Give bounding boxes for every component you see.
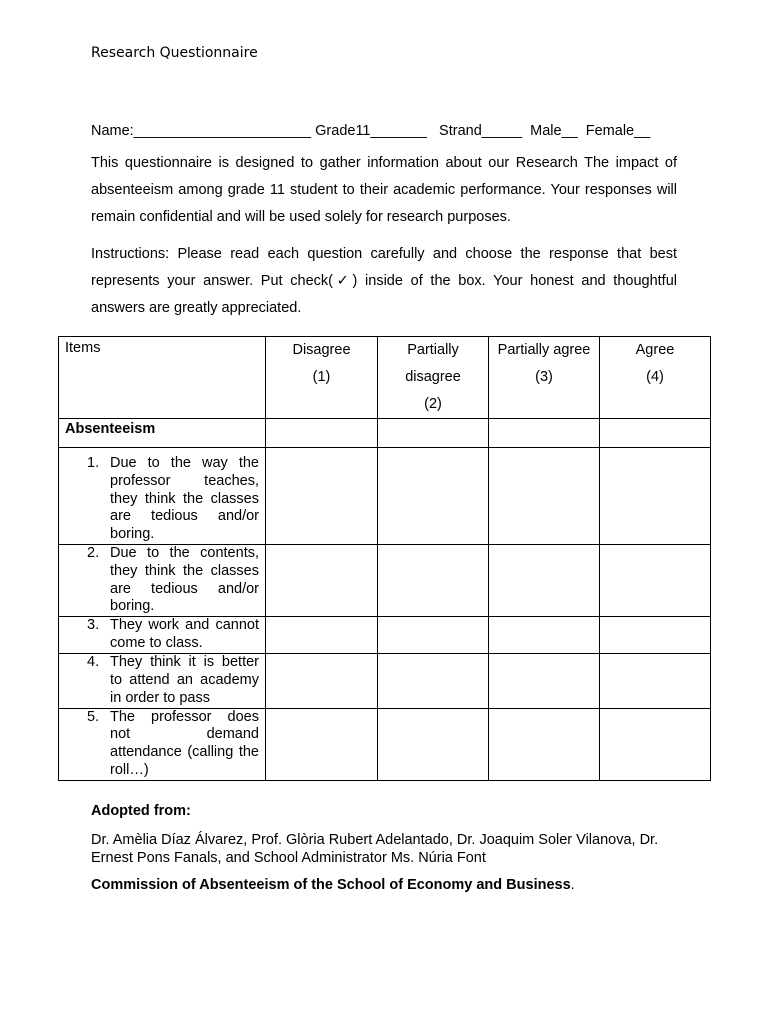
- header-items: Items: [59, 337, 266, 419]
- answer-box[interactable]: [600, 544, 711, 616]
- item-text: Due to the contents, they think the classes are tedious and/or boring.: [110, 544, 259, 615]
- item-text: The professor does not demand attendance (calling the roll…): [110, 708, 259, 778]
- table-row: [59, 544, 711, 616]
- instructions-paragraph: Instructions: Please read each question carefully and choose the response that best represents your answer. Put check(✓) inside of the box. Your honest and thoughtful answers are greatly appreciated.: [91, 246, 677, 316]
- answer-box[interactable]: [266, 419, 378, 448]
- answer-box[interactable]: [378, 419, 489, 448]
- answer-box[interactable]: [266, 654, 378, 708]
- header-disagree-num: (1): [312, 369, 331, 385]
- section-label: Absenteeism: [59, 419, 266, 448]
- answer-box[interactable]: [266, 617, 378, 654]
- header-partially-disagree-num: (2): [424, 396, 442, 412]
- header-agree-label: Agree: [635, 342, 675, 358]
- answer-box[interactable]: [600, 708, 711, 780]
- authors-list: Dr. Amèlia Díaz Álvarez, Prof. Glòria Rubert Adelantado, Dr. Joaquim Soler Vilanova, Dr. Ernest Pons Fanals, and School Administrator Ms. Núria Font: [91, 832, 659, 866]
- header-agree: [600, 337, 711, 419]
- commission-name: Commission of Absenteeism of the School of Economy and Business: [91, 877, 571, 893]
- answer-box[interactable]: [489, 448, 600, 545]
- section-row: [59, 419, 711, 448]
- item-cell: [59, 448, 266, 545]
- commission-line: [91, 877, 575, 893]
- answer-box[interactable]: [600, 654, 711, 708]
- answer-box[interactable]: [489, 617, 600, 654]
- item-number: 3.: [87, 617, 100, 634]
- table-row: [59, 654, 711, 708]
- commission-period: .: [570, 877, 575, 893]
- answer-box[interactable]: [489, 419, 600, 448]
- header-partially-disagree: [378, 337, 489, 419]
- answer-box[interactable]: [378, 708, 489, 780]
- item-text: They think it is better to attend an academy in order to pass: [110, 654, 259, 706]
- item-text: Due to the way the professor teaches, they think the classes are tedious and/or boring.: [110, 455, 259, 543]
- table-row: [59, 708, 711, 780]
- item-number: 2.: [87, 544, 100, 561]
- answer-box[interactable]: [266, 448, 378, 545]
- answer-box[interactable]: [266, 544, 378, 616]
- header-agree-num: (4): [646, 369, 664, 385]
- header-partially-agree-label: Partially agree: [497, 342, 591, 358]
- item-cell: [59, 544, 266, 616]
- adopted-from-heading: Adopted from:: [91, 803, 191, 819]
- respondent-info-line: Name:______________________ Grade11_______ Strand_____ Male__ Female__: [91, 123, 651, 139]
- table-row: [59, 448, 711, 545]
- answer-box[interactable]: [378, 617, 489, 654]
- answer-box[interactable]: [600, 617, 711, 654]
- answer-box[interactable]: [266, 708, 378, 780]
- header-partially-disagree-label-2: disagree: [405, 369, 461, 385]
- header-partially-disagree-label-1: Partially: [407, 342, 459, 358]
- table-header-row: [59, 337, 711, 419]
- item-number: 4.: [87, 654, 100, 671]
- item-cell: [59, 654, 266, 708]
- answer-box[interactable]: [600, 448, 711, 545]
- answer-box[interactable]: [489, 544, 600, 616]
- header-partially-agree: [489, 337, 600, 419]
- table-row: [59, 617, 711, 654]
- intro-paragraph: This questionnaire is designed to gather information about our Research The impact of absenteeism among grade 11 student to their academic performance. Your responses will remain confidential and will be used solely for research purposes.: [91, 155, 677, 225]
- item-cell: [59, 708, 266, 780]
- answer-box[interactable]: [378, 448, 489, 545]
- item-number: 1.: [87, 455, 100, 471]
- item-number: 5.: [87, 708, 100, 725]
- answer-box[interactable]: [600, 419, 711, 448]
- item-cell: [59, 617, 266, 654]
- document-title: Research Questionnaire: [91, 45, 258, 61]
- answer-box[interactable]: [378, 654, 489, 708]
- header-disagree-label: Disagree: [292, 342, 351, 358]
- header-disagree: [266, 337, 378, 419]
- answer-box[interactable]: [378, 544, 489, 616]
- header-partially-agree-num: (3): [535, 369, 553, 385]
- answer-box[interactable]: [489, 654, 600, 708]
- questionnaire-table: [58, 336, 711, 781]
- item-text: They work and cannot come to class.: [110, 617, 259, 651]
- answer-box[interactable]: [489, 708, 600, 780]
